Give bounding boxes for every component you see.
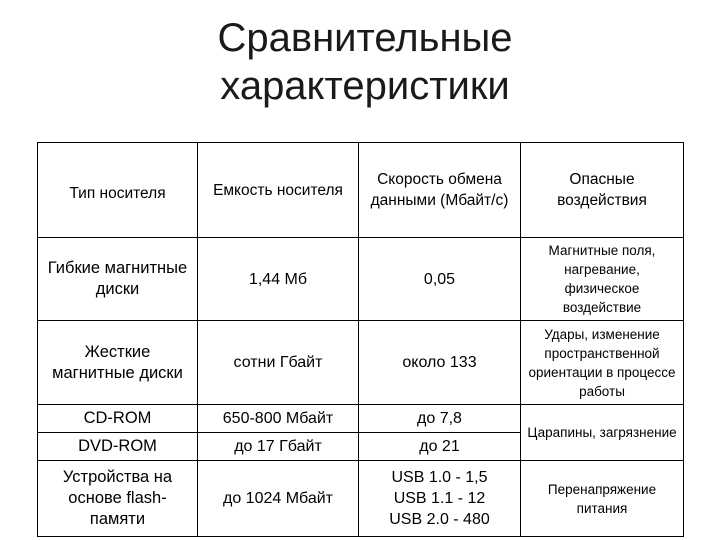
row-floppy-type: Гибкие магнитные диски [38,238,198,321]
table-row [38,461,684,537]
row-flash-type: Устройства на основе flash-памяти [38,461,198,537]
row-hdd-type: Жесткие магнитные диски [38,321,198,405]
row-cdrom-speed: до 7,8 [359,405,521,433]
row-cdrom-type: CD-ROM [38,405,198,433]
row-flash-capacity: до 1024 Мбайт [198,461,359,537]
header-media-type: Тип носителя [38,143,198,238]
title-line-2: характеристики [220,64,510,108]
header-speed: Скорость обмена данными (Мбайт/с) [359,143,521,238]
header-capacity: Емкость носителя [198,143,359,238]
row-floppy-capacity: 1,44 Мб [198,238,359,321]
row-floppy-speed: 0,05 [359,238,521,321]
row-floppy-hazard: Магнитные поля, нагревание, физическое воздействие [521,238,684,321]
table-row [38,238,684,321]
row-hdd-speed: около 133 [359,321,521,405]
table-row [38,321,684,405]
row-cdrom-capacity: 650-800 Мбайт [198,405,359,433]
header-hazards: Опасные воздействия [521,143,684,238]
table-row [38,405,684,433]
slide-title [0,14,720,110]
row-flash-hazard: Перенапряжение питания [521,461,684,537]
row-dvdrom-speed: до 21 [359,433,521,461]
row-flash-speed: USB 1.0 - 1,5 USB 1.1 - 12 USB 2.0 - 480 [359,461,521,537]
row-optical-hazard: Царапины, загрязнение [521,405,684,461]
title-line-1: Сравнительные [217,16,513,60]
row-hdd-capacity: сотни Гбайт [198,321,359,405]
comparison-table [37,142,684,537]
header-row [38,143,684,238]
row-hdd-hazard: Удары, изменение пространственной ориентации в процессе работы [521,321,684,405]
row-dvdrom-capacity: до 17 Гбайт [198,433,359,461]
row-dvdrom-type: DVD-ROM [38,433,198,461]
